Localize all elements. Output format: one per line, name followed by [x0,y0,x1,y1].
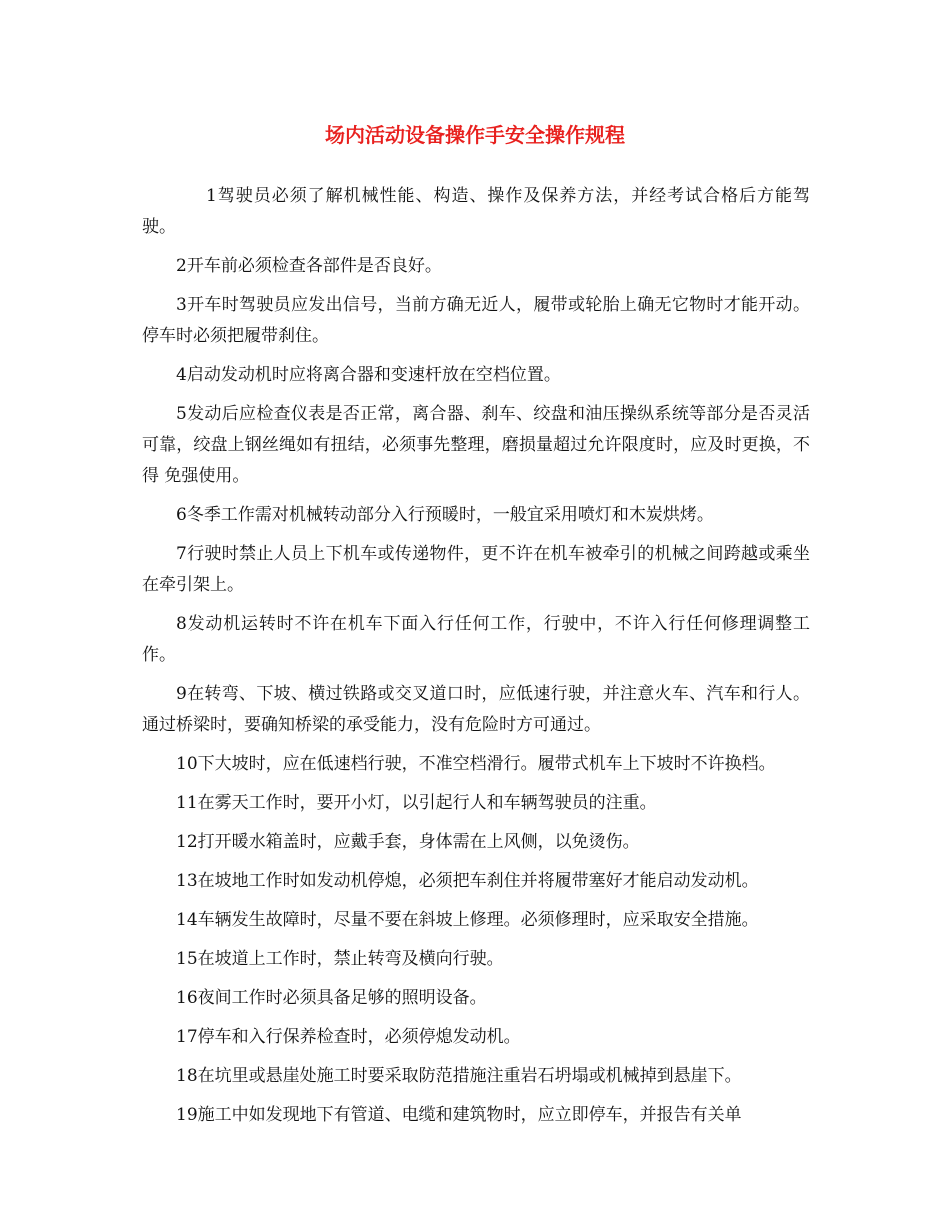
paragraph-19: 19施工中如发现地下有管道、电缆和建筑物时，应立即停车，并报告有关单 [176,1105,742,1125]
paragraph-5: 5发动后应检查仪表是否正常，离合器、刹车、绞盘和油压操纵系统等部分是否灵活 可靠，绞盘上钢丝绳如有扭结，必须事先整理，磨损量超过允许限度时，应及时更换，不得 免强使用。 [142,404,810,486]
paragraph-9: 9在转弯、下坡、横过铁路或交叉道口时，应低速行驶，并注意火车、汽车和行人。 通过桥梁时，要确知桥梁的承受能力，没有危险时方可通过。 [142,684,810,735]
paragraph-13: 13在坡地工作时如发动机停熄，必须把车刹住并将履带塞好才能启动发动机。 [176,871,759,891]
paragraph-16: 16夜间工作时必须具备足够的照明设备。 [176,988,487,1008]
paragraph-3: 3开车时驾驶员应发出信号，当前方确无近人，履带或轮胎上确无它物时才能开动。 停车时必须把履带刹住。 [142,295,810,346]
paragraph-10: 10下大坡时，应在低速档行驶，不准空档滑行。履带式机车上下坡时不许换档。 [176,754,776,774]
paragraph-18: 18在坑里或悬崖处施工时要采取防范措施注重岩石坍塌或机械掉到悬崖下。 [176,1066,742,1086]
paragraph-2: 2开车前必须检查各部件是否良好。 [176,256,442,276]
paragraph-6: 6冬季工作需对机械转动部分入行预暖时，一般宜采用喷灯和木炭烘烤。 [176,505,714,525]
paragraph-14: 14车辆发生故障时，尽量不要在斜坡上修理。必须修理时，应采取安全措施。 [176,910,759,930]
document-body [142,181,810,1139]
paragraph-8: 8发动机运转时不许在机车下面入行任何工作，行驶中，不许入行任何修理调整工作。 [142,614,810,665]
paragraph-1: 1驾驶员必须了解机械性能、构造、操作及保养方法，并经考试合格后方能驾驶。 [142,186,810,237]
paragraph-12: 12打开暖水箱盖时，应戴手套，身体需在上风侧，以免烫伤。 [176,832,640,852]
paragraph-15: 15在坡道上工作时，禁止转弯及横向行驶。 [176,949,504,969]
paragraph-4: 4启动发动机时应将离合器和变速杆放在空档位置。 [176,365,561,385]
paragraph-17: 17停车和入行保养检查时，必须停熄发动机。 [176,1027,521,1047]
paragraph-7: 7行驶时禁止人员上下机车或传递物件，更不许在机车被牵引的机械之间跨越或乘坐 在牵引架上。 [142,544,810,595]
paragraph-11: 11在雾天工作时，要开小灯，以引起行人和车辆驾驶员的注重。 [176,793,657,813]
document-title: 场内活动设备操作手安全操作规程 [325,123,625,147]
